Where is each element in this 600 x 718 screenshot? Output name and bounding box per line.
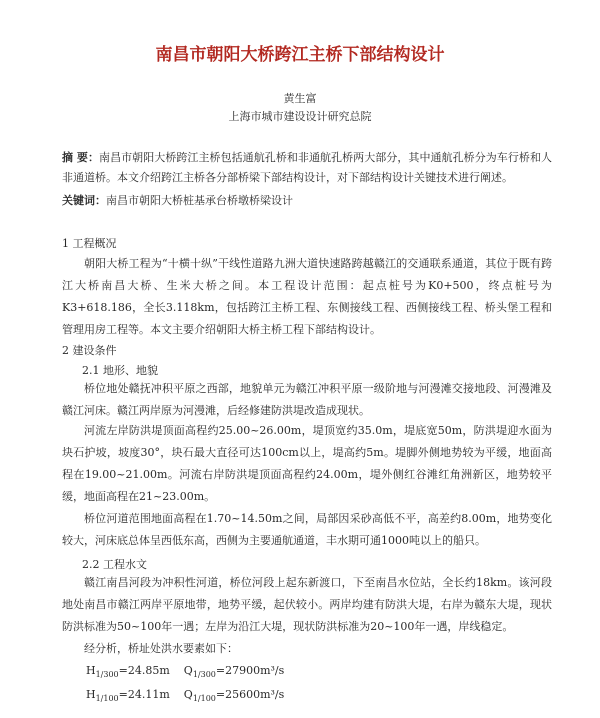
section-heading-1: 1 工程概况 [62, 237, 117, 250]
keywords-label: 关键词： [62, 194, 106, 207]
keywords [62, 190, 552, 212]
q-subscript: 1/100 [192, 694, 216, 704]
flood-formula-300: $H_{1/300}=24.85m$ $Q_{1/300}=27900m^3/s$ [86, 664, 285, 680]
section-2-1-paragraph-2: 河流左岸防洪堤顶面高程约25.00~26.00m，堤顶宽约35.0m，堤底宽50m，防洪堤迎水面为块石护坡，坡度30°，块石最大直径可达100cm以上，堤高约5m。堤脚外侧地势较为平缓，地面高程在19.00~21.00m。河流右岸防洪堤顶面高程约24.00m，堤外侧红谷滩红角洲新区，地势较平缓，地面高程在21~23.00m。 [62, 424, 552, 503]
q-subscript: 1/300 [192, 670, 216, 680]
section-heading-2-2: 2.2 工程水文 [82, 558, 147, 571]
analysis-sentence: 经分析，桥址处洪水要素如下： [84, 642, 238, 655]
q-value: =27900m [215, 664, 271, 677]
h-subscript: 1/100 [95, 694, 119, 704]
author-name: 黄生富 [283, 92, 317, 105]
q-unit: ³/s [270, 664, 285, 677]
paper-title: 南昌市朝阳大桥跨江主桥下部结构设计 [155, 45, 445, 65]
section-2-2-paragraph: 赣江南昌河段为冲积性河道，桥位河段上起东新渡口，下至南昌水位站，全长约18km。该河段地处南昌市赣江两岸平原地带，地势平缓，起伏较小。两岸均建有防洪大堤，右岸为赣东大堤，现状防洪标准为50~100年一遇；左岸为沿江大堤，现状防洪标准为20~100年一遇，岸线稳定。 [62, 576, 552, 633]
section-2-1-paragraph-3: 桥位河道范围地面高程在1.70~14.50m之间，局部因采砂高低不平，高差约8.00m，地势变化较大，河床底总体呈西低东高，西侧为主要通航通道，丰水期可通1000吨以上的船只。 [62, 512, 552, 547]
section-2-1-paragraph-1: 桥位地处赣抚冲积平原之西部，地貌单元为赣江冲积平原一级阶地与河漫滩交接地段、河漫滩及赣江河床。赣江两岸原为河漫滩，后经修建防洪堤改造成现状。 [62, 382, 552, 417]
h-value: =24.85m [118, 664, 170, 677]
section-heading-2: 2 建设条件 [62, 344, 117, 357]
flood-formula-100: $H_{1/100}=24.11m$ $Q_{1/100}=25600m^3/s$ [86, 688, 285, 704]
abstract-text: 南昌市朝阳大桥跨江主桥包括通航孔桥和非通航孔桥两大部分，其中通航孔桥分为车行桥和人非通道桥。本文介绍跨江主桥各分部桥梁下部结构设计，对下部结构设计关键技术进行阐述。 [62, 151, 552, 184]
q-value: =25600m [215, 688, 271, 701]
abstract [62, 148, 552, 188]
section-1-paragraph: 朝阳大桥工程为“十横十纵”干线性道路九洲大道快速路跨越赣江的交通联系通道，其位于既有跨江大桥南昌大桥、生米大桥之间。本工程设计范围：起点桩号为K0+500，终点桩号为K3+618.186，全长3.118km，包括跨江主桥工程、东侧接线工程、西侧接线工程、桥头堡工程和管理用房工程等。本文主要介绍朝阳大桥主桥工程下部结构设计。 [62, 257, 552, 336]
h-value: =24.11m [118, 688, 170, 701]
section-heading-2-1: 2.1 地形、地貌 [82, 364, 158, 377]
q-unit: ³/s [270, 688, 285, 701]
author-affiliation: 上海市城市建设设计研究总院 [228, 110, 372, 123]
keywords-text: 南昌市朝阳大桥桩基承台桥墩桥梁设计 [106, 194, 293, 207]
abstract-label: 摘 要： [62, 151, 100, 164]
h-subscript: 1/300 [95, 670, 119, 680]
